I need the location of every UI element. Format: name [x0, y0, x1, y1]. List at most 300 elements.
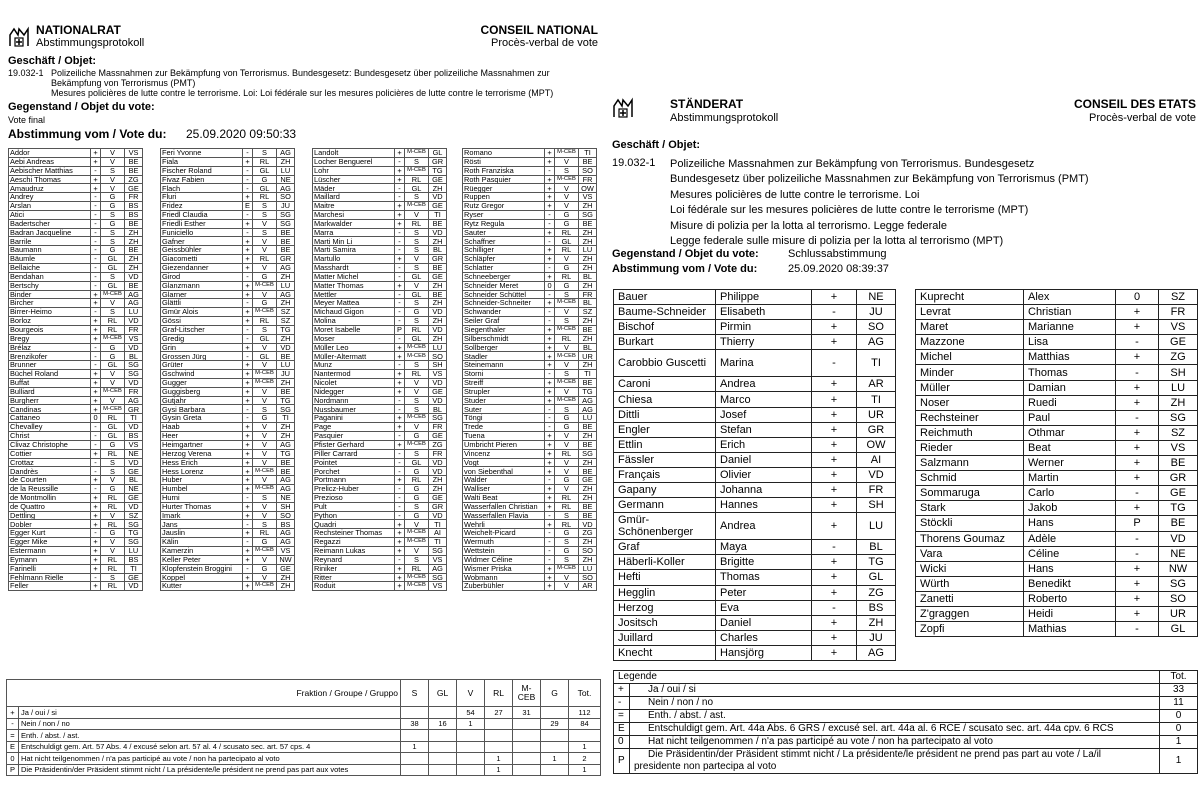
table-row: [614, 498, 896, 513]
member-vote: +: [243, 361, 253, 370]
member-group: V: [101, 370, 125, 379]
member-vote: +: [243, 370, 253, 379]
table-row: [9, 263, 143, 272]
member-canton: BE: [125, 281, 143, 290]
summary-symbol: P: [7, 764, 19, 776]
member-group: M-CEB: [555, 175, 579, 184]
member-name: Aeschi Thomas: [9, 175, 91, 184]
table-row: [161, 219, 295, 228]
member-vote: +: [91, 157, 101, 166]
member-group: GL: [405, 184, 429, 193]
summary-value: [541, 707, 569, 719]
table-row: [9, 432, 143, 441]
member-canton: VD: [125, 272, 143, 281]
member-vote: +: [395, 281, 405, 290]
member-vote: +: [545, 449, 555, 458]
member-vote: -: [91, 343, 101, 352]
table-row: [463, 343, 597, 352]
member-group: V: [253, 502, 277, 511]
member-name: Addor: [9, 149, 91, 158]
member-canton: VD: [125, 582, 143, 591]
member-canton: ZH: [429, 476, 447, 485]
member-group: S: [555, 538, 579, 547]
summary-value: [485, 730, 513, 742]
member-vote: +: [545, 193, 555, 202]
table-row: [161, 157, 295, 166]
member-group: G: [101, 246, 125, 255]
member-canton: GR: [429, 255, 447, 264]
member-group: G: [555, 476, 579, 485]
nr-member-column: [8, 148, 143, 591]
member-canton: LU: [125, 308, 143, 317]
table-row: [313, 281, 447, 290]
table-row: [161, 184, 295, 193]
member-canton: GE: [429, 493, 447, 502]
senator-first-name: Olivier: [716, 467, 812, 482]
table-row: [9, 511, 143, 520]
member-group: S: [101, 228, 125, 237]
senator-canton: ZG: [857, 585, 896, 600]
member-name: Hess Erich: [161, 458, 243, 467]
member-vote: +: [243, 467, 253, 476]
member-vote: +: [545, 343, 555, 352]
table-row: [9, 502, 143, 511]
sr-subject-value: Schlussabstimmung: [788, 248, 887, 260]
member-group: M-CEB: [555, 378, 579, 387]
member-group: M-CEB: [405, 202, 429, 211]
senator-first-name: Pirmin: [716, 320, 812, 335]
senator-first-name: Stefan: [716, 422, 812, 437]
summary-value: 2: [569, 753, 601, 765]
senator-last-name: Fässler: [614, 452, 716, 467]
table-row: [463, 387, 597, 396]
senator-vote: -: [1116, 365, 1159, 380]
table-row: [614, 392, 896, 407]
table-row: [313, 184, 447, 193]
legend-label: [630, 749, 1160, 774]
member-vote: -: [91, 467, 101, 476]
member-canton: VD: [429, 467, 447, 476]
member-name: Fiala: [161, 157, 243, 166]
member-canton: TI: [429, 210, 447, 219]
member-name: Ryser: [463, 210, 545, 219]
member-group: S: [101, 272, 125, 281]
member-canton: BE: [579, 440, 597, 449]
table-row: [313, 175, 447, 184]
member-vote: -: [243, 493, 253, 502]
member-name: Strupler: [463, 387, 545, 396]
table-row: [161, 210, 295, 219]
member-canton: BL: [579, 272, 597, 281]
summary-value: 38: [401, 718, 429, 730]
member-canton: AG: [429, 564, 447, 573]
member-group: V: [101, 476, 125, 485]
member-group: V: [101, 378, 125, 387]
senator-canton: ZH: [1159, 395, 1198, 410]
member-name: Storni: [463, 370, 545, 379]
member-canton: UR: [579, 352, 597, 361]
senator-last-name: Stöckli: [916, 516, 1024, 531]
member-name: Siegenthaler: [463, 325, 545, 334]
senator-vote: +: [812, 377, 857, 392]
member-group: V: [253, 237, 277, 246]
member-group: RL: [405, 219, 429, 228]
member-group: RL: [101, 414, 125, 423]
member-group: V: [253, 219, 277, 228]
table-row: [161, 246, 295, 255]
member-group: M-CEB: [405, 529, 429, 538]
table-row: [9, 458, 143, 467]
member-vote: E: [243, 202, 253, 211]
member-name: Fivaz Fabien: [161, 175, 243, 184]
member-canton: BE: [277, 246, 295, 255]
member-canton: VS: [429, 582, 447, 591]
member-canton: ZH: [277, 378, 295, 387]
senator-last-name: Mazzone: [916, 335, 1024, 350]
member-name: Keller Peter: [161, 555, 243, 564]
table-row: [9, 476, 143, 485]
member-vote: +: [545, 325, 555, 334]
table-row: [161, 423, 295, 432]
senator-vote: +: [1116, 305, 1159, 320]
member-name: Schwander: [463, 308, 545, 317]
table-row: [313, 511, 447, 520]
member-name: Girod: [161, 272, 243, 281]
member-name: Lüscher: [313, 175, 395, 184]
member-group: S: [405, 449, 429, 458]
member-name: Bircher: [9, 299, 91, 308]
member-name: Funiciello: [161, 228, 243, 237]
senator-last-name: Salzmann: [916, 456, 1024, 471]
member-name: Tuena: [463, 432, 545, 441]
member-vote: +: [243, 317, 253, 326]
member-name: Roduit: [313, 582, 395, 591]
member-name: Steinemann: [463, 361, 545, 370]
member-vote: +: [91, 511, 101, 520]
table-row: [916, 546, 1198, 561]
member-canton: NE: [125, 485, 143, 494]
table-row: [161, 485, 295, 494]
senator-canton: SG: [1159, 410, 1198, 425]
member-vote: 0: [91, 414, 101, 423]
member-canton: SO: [579, 546, 597, 555]
table-row: [9, 237, 143, 246]
member-vote: -: [395, 193, 405, 202]
table-row: [9, 352, 143, 361]
summary-row: [7, 741, 601, 753]
member-canton: ZG: [429, 440, 447, 449]
member-name: Gössi: [161, 317, 243, 326]
summary-value: [513, 753, 541, 765]
member-canton: VS: [125, 334, 143, 343]
member-group: G: [101, 343, 125, 352]
member-group: S: [253, 520, 277, 529]
member-name: Prezioso: [313, 493, 395, 502]
member-group: V: [555, 387, 579, 396]
member-name: Haab: [161, 423, 243, 432]
member-canton: VS: [429, 370, 447, 379]
table-row: [9, 202, 143, 211]
member-group: V: [405, 546, 429, 555]
member-name: Zuberbühler: [463, 582, 545, 591]
senator-first-name: Daniel: [716, 452, 812, 467]
member-group: S: [405, 361, 429, 370]
summary-value: 1: [485, 753, 513, 765]
member-name: Guggisberg: [161, 387, 243, 396]
member-name: Andrey: [9, 193, 91, 202]
member-group: S: [101, 467, 125, 476]
legend-label-line: Entschuldigt gem. Art. 44a Abs. 6 GRS / excusé sel. art. 44a al. 6 RCE / scusato sec. art. 44a cpv. 6 RCS: [648, 723, 1114, 734]
member-canton: SZ: [579, 308, 597, 317]
member-vote: +: [545, 299, 555, 308]
member-canton: TG: [277, 396, 295, 405]
member-group: G: [253, 414, 277, 423]
summary-header-col: G: [541, 680, 569, 707]
table-row: [463, 281, 597, 290]
senator-canton: FR: [857, 483, 896, 498]
member-group: M-CEB: [405, 538, 429, 547]
senator-last-name: Gapany: [614, 483, 716, 498]
legend-symbol: -: [614, 697, 630, 710]
member-name: Matter Thomas: [313, 281, 395, 290]
table-row: [161, 582, 295, 591]
nr-business-label: Geschäft / Objet:: [8, 55, 97, 67]
member-canton: ZH: [277, 334, 295, 343]
senator-last-name: Hegglin: [614, 585, 716, 600]
member-vote: -: [243, 538, 253, 547]
member-name: Farinelli: [9, 564, 91, 573]
table-row: [313, 343, 447, 352]
member-vote: -: [243, 149, 253, 158]
member-vote: -: [395, 555, 405, 564]
member-vote: +: [243, 219, 253, 228]
table-row: [463, 325, 597, 334]
table-row: [614, 377, 896, 392]
member-vote: -: [91, 458, 101, 467]
parliament-logo-icon: [8, 25, 30, 47]
member-group: S: [405, 237, 429, 246]
member-vote: -: [545, 538, 555, 547]
summary-value: [429, 741, 457, 753]
member-vote: +: [243, 281, 253, 290]
member-name: Gysi Barbara: [161, 405, 243, 414]
member-canton: ZH: [579, 493, 597, 502]
table-row: [463, 476, 597, 485]
senator-first-name: Werner: [1024, 456, 1116, 471]
summary-value: [429, 753, 457, 765]
member-vote: +: [243, 502, 253, 511]
member-name: Pasquier: [313, 432, 395, 441]
member-name: Binder: [9, 290, 91, 299]
member-canton: ZH: [125, 255, 143, 264]
senator-canton: JU: [857, 630, 896, 645]
member-name: Giacometti: [161, 255, 243, 264]
member-vote: +: [545, 582, 555, 591]
table-row: [614, 350, 896, 377]
member-canton: ZH: [125, 228, 143, 237]
member-group: M-CEB: [101, 290, 125, 299]
summary-value: [457, 753, 485, 765]
senator-vote: -: [812, 600, 857, 615]
member-canton: BE: [579, 325, 597, 334]
member-vote: -: [91, 255, 101, 264]
member-canton: BE: [579, 157, 597, 166]
member-group: M-CEB: [253, 378, 277, 387]
senator-last-name: Graf: [614, 540, 716, 555]
table-row: [916, 320, 1198, 335]
member-vote: +: [243, 582, 253, 591]
member-vote: +: [545, 157, 555, 166]
member-canton: VD: [429, 396, 447, 405]
table-row: [9, 467, 143, 476]
member-vote: -: [545, 476, 555, 485]
member-group: S: [555, 555, 579, 564]
legend-title: Legende: [614, 671, 1160, 684]
member-name: Jauslin: [161, 529, 243, 538]
member-name: Müller-Altermatt: [313, 352, 395, 361]
member-group: RL: [555, 246, 579, 255]
member-group: G: [101, 202, 125, 211]
summary-value: [457, 764, 485, 776]
summary-header-col: V: [457, 680, 485, 707]
senator-first-name: Marianne: [1024, 320, 1116, 335]
table-row: [463, 564, 597, 573]
member-group: RL: [101, 564, 125, 573]
member-name: Marti Samira: [313, 246, 395, 255]
member-vote: +: [395, 343, 405, 352]
member-vote: -: [243, 299, 253, 308]
member-name: Fridez: [161, 202, 243, 211]
table-row: [161, 538, 295, 547]
summary-label: Die Präsidentin/der Präsident stimmt nicht / La présidente/le président ne prend pas part aux votes: [19, 764, 401, 776]
senator-vote: -: [1116, 335, 1159, 350]
table-row: [313, 149, 447, 158]
summary-row: [7, 730, 601, 742]
member-canton: GE: [125, 467, 143, 476]
member-name: Bregy: [9, 334, 91, 343]
member-vote: -: [243, 166, 253, 175]
member-vote: +: [395, 210, 405, 219]
senator-vote: +: [812, 290, 857, 305]
member-name: Glättli: [161, 299, 243, 308]
member-canton: BE: [277, 228, 295, 237]
member-name: Schilliger: [463, 246, 545, 255]
member-vote: +: [545, 228, 555, 237]
member-group: S: [405, 246, 429, 255]
member-group: GL: [405, 290, 429, 299]
summary-value: [401, 707, 429, 719]
member-canton: VD: [125, 423, 143, 432]
member-canton: ZH: [579, 555, 597, 564]
senator-first-name: Martin: [1024, 471, 1116, 486]
table-row: [313, 219, 447, 228]
member-vote: +: [91, 290, 101, 299]
table-row: [463, 334, 597, 343]
member-name: Brenzikofer: [9, 352, 91, 361]
legend-symbol: E: [614, 723, 630, 736]
senator-canton: LU: [1159, 380, 1198, 395]
table-row: [313, 352, 447, 361]
senator-canton: GR: [1159, 471, 1198, 486]
member-vote: -: [545, 423, 555, 432]
member-name: Egger Kurt: [9, 529, 91, 538]
member-canton: VD: [429, 325, 447, 334]
member-group: RL: [101, 520, 125, 529]
summary-value: [401, 753, 429, 765]
table-row: [916, 335, 1198, 350]
member-vote: -: [91, 440, 101, 449]
senator-canton: ZH: [857, 615, 896, 630]
member-canton: VS: [579, 193, 597, 202]
member-group: S: [405, 228, 429, 237]
legend-row: [614, 723, 1198, 736]
member-canton: ZH: [579, 202, 597, 211]
senator-vote: -: [1116, 486, 1159, 501]
member-canton: SZ: [125, 511, 143, 520]
senator-first-name: Céline: [1024, 546, 1116, 561]
member-group: M-CEB: [405, 343, 429, 352]
member-canton: ZH: [579, 237, 597, 246]
senator-vote: +: [812, 452, 857, 467]
member-name: Pult: [313, 502, 395, 511]
summary-value: [485, 741, 513, 753]
senator-first-name: Christian: [1024, 305, 1116, 320]
member-canton: AG: [277, 440, 295, 449]
member-vote: -: [243, 520, 253, 529]
member-vote: -: [395, 290, 405, 299]
member-name: Moser: [313, 334, 395, 343]
member-group: RL: [253, 255, 277, 264]
senator-canton: SZ: [1159, 425, 1198, 440]
senator-first-name: Daniel: [716, 615, 812, 630]
member-group: G: [253, 564, 277, 573]
member-vote: +: [545, 432, 555, 441]
member-name: Portmann: [313, 476, 395, 485]
member-name: Fluri: [161, 193, 243, 202]
member-vote: +: [395, 370, 405, 379]
member-group: G: [555, 219, 579, 228]
member-canton: FR: [579, 175, 597, 184]
member-name: Glarner: [161, 290, 243, 299]
table-row: [9, 299, 143, 308]
member-canton: TI: [125, 414, 143, 423]
senator-last-name: Knecht: [614, 645, 716, 660]
member-name: Borloz: [9, 317, 91, 326]
member-group: RL: [101, 502, 125, 511]
senator-first-name: Charles: [716, 630, 812, 645]
member-vote: -: [395, 511, 405, 520]
table-row: [614, 483, 896, 498]
member-name: Atici: [9, 210, 91, 219]
table-row: [9, 184, 143, 193]
table-row: [916, 290, 1198, 305]
table-row: [916, 471, 1198, 486]
senator-canton: FR: [1159, 305, 1198, 320]
senator-first-name: Marina: [716, 350, 812, 377]
member-vote: -: [545, 529, 555, 538]
summary-value: 1: [569, 741, 601, 753]
senator-vote: +: [1116, 576, 1159, 591]
member-vote: -: [545, 555, 555, 564]
member-name: Jans: [161, 520, 243, 529]
member-name: Maillard: [313, 193, 395, 202]
summary-label: Entschuldigt gem. Art. 57 Abs. 4 / excusé selon art. 57 al. 4 / scusato sec. art. 57 cps. 4: [19, 741, 401, 753]
nr-vote-label: Abstimmung vom / Vote du:: [8, 127, 167, 141]
member-vote: +: [91, 546, 101, 555]
table-row: [161, 166, 295, 175]
senator-first-name: Adèle: [1024, 531, 1116, 546]
table-row: [313, 299, 447, 308]
